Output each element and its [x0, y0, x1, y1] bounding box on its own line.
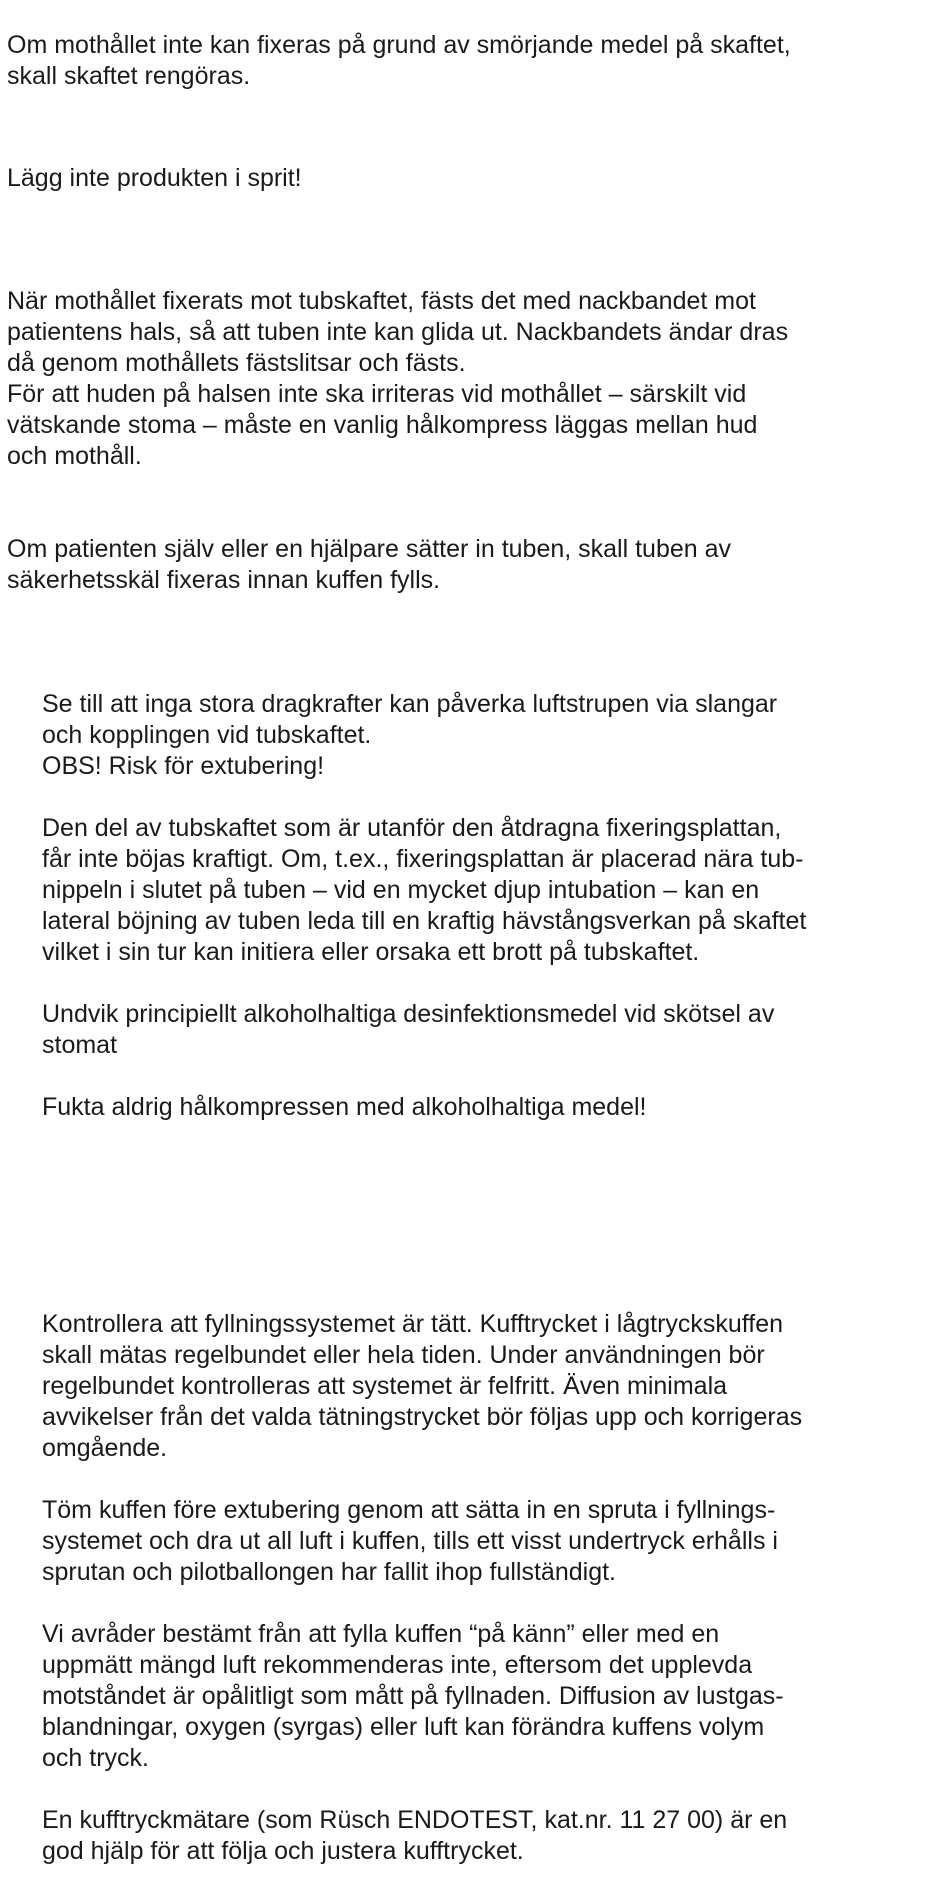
text-line: sprutan och pilotballongen har fallit ihop fullständigt.	[42, 1558, 616, 1586]
text-line: Vi avråder bestämt från att fylla kuffen “på känn” eller med en	[42, 1620, 720, 1648]
text-line: systemet och dra ut all luft i kuffen, tills ett visst undertryck erhålls i	[42, 1527, 778, 1555]
text-line: En kufftryckmätare (som Rüsch ENDOTEST, kat.nr. 11 27 00) är en	[42, 1806, 788, 1834]
text-line: lateral böjning av tuben leda till en kraftig hävstångsverkan på skaftet	[42, 907, 807, 935]
paragraph-cuff-pressure-gauge	[42, 1805, 942, 1867]
text-line: Se till att inga stora dragkrafter kan påverka luftstrupen via slangar	[42, 690, 778, 718]
paragraph-no-alcohol-soak	[7, 163, 937, 194]
text-line: patientens hals, så att tuben inte kan glida ut. Nackbandets ändar dras	[7, 318, 789, 346]
text-line: OBS! Risk för extubering!	[42, 752, 325, 780]
text-line: Om patienten själv eller en hjälpare sätter in tuben, skall tuben av	[7, 535, 732, 563]
text-line: När mothållet fixerats mot tubskaftet, fästs det med nackbandet mot	[7, 287, 756, 315]
paragraph-disinfectant-warning	[42, 999, 942, 1061]
text-line: vilket i sin tur kan initiera eller orsaka ett brott på tubskaftet.	[42, 938, 700, 966]
paragraph-cuff-deflation	[42, 1495, 942, 1588]
text-line: och mothåll.	[7, 442, 142, 470]
text-line: vätskande stoma – måste en vanlig hålkompress läggas mellan hud	[7, 411, 758, 439]
paragraph-neck-strap-fixation	[7, 286, 937, 472]
paragraph-compress-warning	[42, 1092, 942, 1123]
text-line: uppmätt mängd luft rekommenderas inte, eftersom det upplevda	[42, 1651, 753, 1679]
text-line: avvikelser från det valda tätningstrycket bör följas upp och korrigeras	[42, 1403, 803, 1431]
text-line: god hjälp för att följa och justera kufftrycket.	[42, 1837, 524, 1865]
text-line: Töm kuffen före extubering genom att sätta in en spruta i fyllnings-	[42, 1496, 776, 1524]
paragraph-lubricant-cleaning	[7, 30, 937, 92]
text-line: Lägg inte produkten i sprit!	[7, 164, 302, 192]
text-line: och kopplingen vid tubskaftet.	[42, 721, 372, 749]
text-line: Den del av tubskaftet som är utanför den åtdragna fixeringsplattan,	[42, 814, 782, 842]
text-line: skall mätas regelbundet eller hela tiden. Under användningen bör	[42, 1341, 765, 1369]
paragraph-cuff-filling-advice	[42, 1619, 942, 1774]
text-line: då genom mothållets fästslitsar och fästs.	[7, 349, 466, 377]
text-line: omgående.	[42, 1434, 168, 1462]
text-line: blandningar, oxygen (syrgas) eller luft kan förändra kuffens volym	[42, 1713, 765, 1741]
text-line: Undvik principiellt alkoholhaltiga desinfektionsmedel vid skötsel av	[42, 1000, 775, 1028]
text-line: regelbundet kontrolleras att systemet är felfritt. Även minimala	[42, 1372, 728, 1400]
paragraph-cuff-pressure-check	[42, 1309, 942, 1464]
paragraph-traction-warning	[42, 689, 942, 782]
text-line: motståndet är opålitligt som mått på fyllnaden. Diffusion av lustgas-	[42, 1682, 784, 1710]
paragraph-fix-before-cuff-fill	[7, 534, 937, 596]
paragraph-shaft-bending-warning	[42, 813, 942, 968]
text-line: och tryck.	[42, 1744, 149, 1772]
text-line: Om mothållet inte kan fixeras på grund av smörjande medel på skaftet,	[7, 31, 791, 59]
text-line: Kontrollera att fyllningssystemet är tätt. Kufftrycket i lågtryckskuffen	[42, 1310, 784, 1338]
text-line: skall skaftet rengöras.	[7, 62, 251, 90]
text-line: För att huden på halsen inte ska irriteras vid mothållet – särskilt vid	[7, 380, 747, 408]
text-line: nippeln i slutet på tuben – vid en mycket djup intubation – kan en	[42, 876, 760, 904]
text-line: får inte böjas kraftigt. Om, t.ex., fixeringsplattan är placerad nära tub-	[42, 845, 804, 873]
text-line: stomat	[42, 1031, 118, 1059]
text-line: Fukta aldrig hålkompressen med alkoholhaltiga medel!	[42, 1093, 647, 1121]
text-line: säkerhetsskäl fixeras innan kuffen fylls.	[7, 566, 441, 594]
